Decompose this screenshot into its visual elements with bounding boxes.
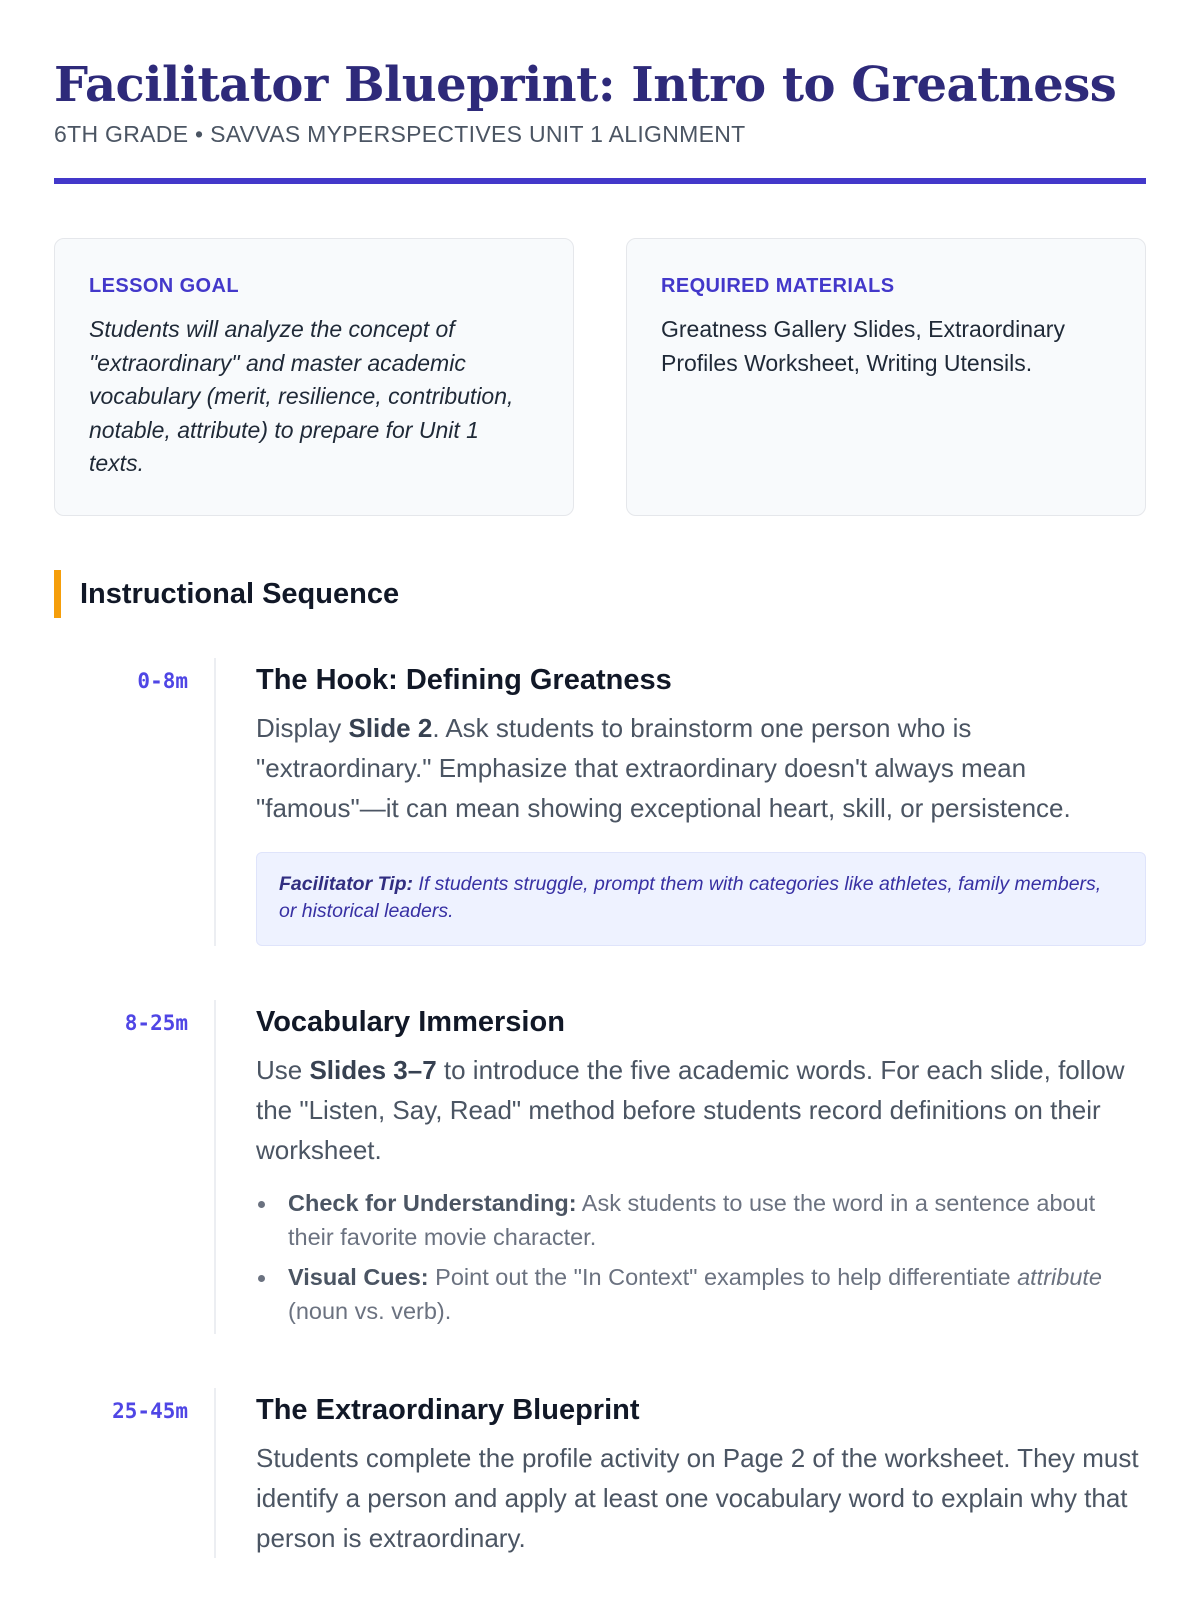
step-time: 0-8m [137, 669, 188, 693]
list-item [256, 1186, 1146, 1254]
step-title: Vocabulary Immersion [256, 1006, 565, 1038]
lesson-goal-label: LESSON GOAL [89, 275, 239, 297]
bullet-lead: Check for Understanding: [288, 1190, 577, 1216]
step-description-post: to introduce the five academic words. For each slide, follow the "Listen, Say, Read" method before students record definitions on their worksheet. [256, 1055, 1125, 1165]
facilitator-tip-label: Facilitator Tip: [279, 873, 413, 895]
bullet-text: Ask students to use the word in a sentence about their favorite movie character. [288, 1190, 1096, 1250]
timeline-step-hook [54, 658, 1146, 946]
step-description-post: . Ask students to brainstorm one person who is "extraordinary." Emphasize that extraordinary doesn't always mean "famous"—it can mean showing exceptional heart, skill, or persistence. [256, 713, 1071, 823]
timeline-line [214, 1000, 216, 1334]
facilitator-tip-text: If students struggle, prompt them with categories like athletes, family members, or historical leaders. [279, 873, 1102, 922]
header-divider [54, 178, 1146, 184]
step-bullet-list [256, 1186, 1146, 1328]
step-description: Students complete the profile activity on Page 2 of the worksheet. They must identify a person and apply at least one vocabulary word to explain why that person is extraordinary. [256, 1443, 1139, 1553]
step-description-bold: Slide 2 [348, 713, 433, 743]
required-materials-text: Greatness Gallery Slides, Extraordinary Profiles Worksheet, Writing Utensils. [661, 316, 1065, 376]
lesson-goal-card [54, 238, 574, 516]
facilitator-tip [256, 852, 1146, 946]
required-materials-card [626, 238, 1146, 516]
step-time: 8-25m [124, 1011, 188, 1035]
section-title: Instructional Sequence [80, 577, 400, 610]
instructional-sequence-heading [54, 570, 1146, 618]
timeline-step-vocabulary [54, 1000, 1146, 1334]
step-title: The Hook: Defining Greatness [256, 664, 672, 696]
step-description-pre: Use [256, 1055, 310, 1085]
bullet-lead: Visual Cues: [288, 1264, 429, 1290]
page-subtitle: 6TH GRADE • SAVVAS MYPERSPECTIVES UNIT 1 ALIGNMENT [54, 121, 746, 147]
document-header [54, 0, 1146, 184]
step-description [256, 708, 1146, 828]
step-description-pre: Display [256, 713, 349, 743]
bullet-text-pre: Point out the "In Context" examples to help differentiate [428, 1264, 1018, 1290]
required-materials-label: REQUIRED MATERIALS [661, 275, 895, 297]
bullet-text-emphasis: attribute [1017, 1264, 1102, 1290]
step-title: The Extraordinary Blueprint [256, 1394, 640, 1426]
document-page [54, 0, 1146, 1612]
step-body [256, 658, 1146, 946]
timeline-step-blueprint [54, 1388, 1146, 1558]
timeline-line [214, 658, 216, 946]
step-body [256, 1388, 1146, 1558]
section-accent-bar [54, 570, 61, 618]
step-description-bold: Slides 3–7 [309, 1055, 437, 1085]
timeline-line [214, 1388, 216, 1558]
lesson-goal-text: Students will analyze the concept of "extraordinary" and master academic vocabulary (merit, resilience, contribution, notable, attribute) to prepare for Unit 1 texts. [89, 316, 514, 476]
bullet-dot-icon [258, 1275, 265, 1282]
page-title: Facilitator Blueprint: Intro to Greatness [54, 57, 1117, 113]
step-description [256, 1050, 1146, 1170]
list-item [256, 1260, 1146, 1328]
info-cards [54, 238, 1146, 516]
step-body [256, 1000, 1146, 1334]
step-time: 25-45m [112, 1399, 188, 1423]
bullet-dot-icon [258, 1201, 265, 1208]
bullet-text-post: (noun vs. verb). [288, 1298, 452, 1324]
instructional-timeline [54, 658, 1146, 1558]
